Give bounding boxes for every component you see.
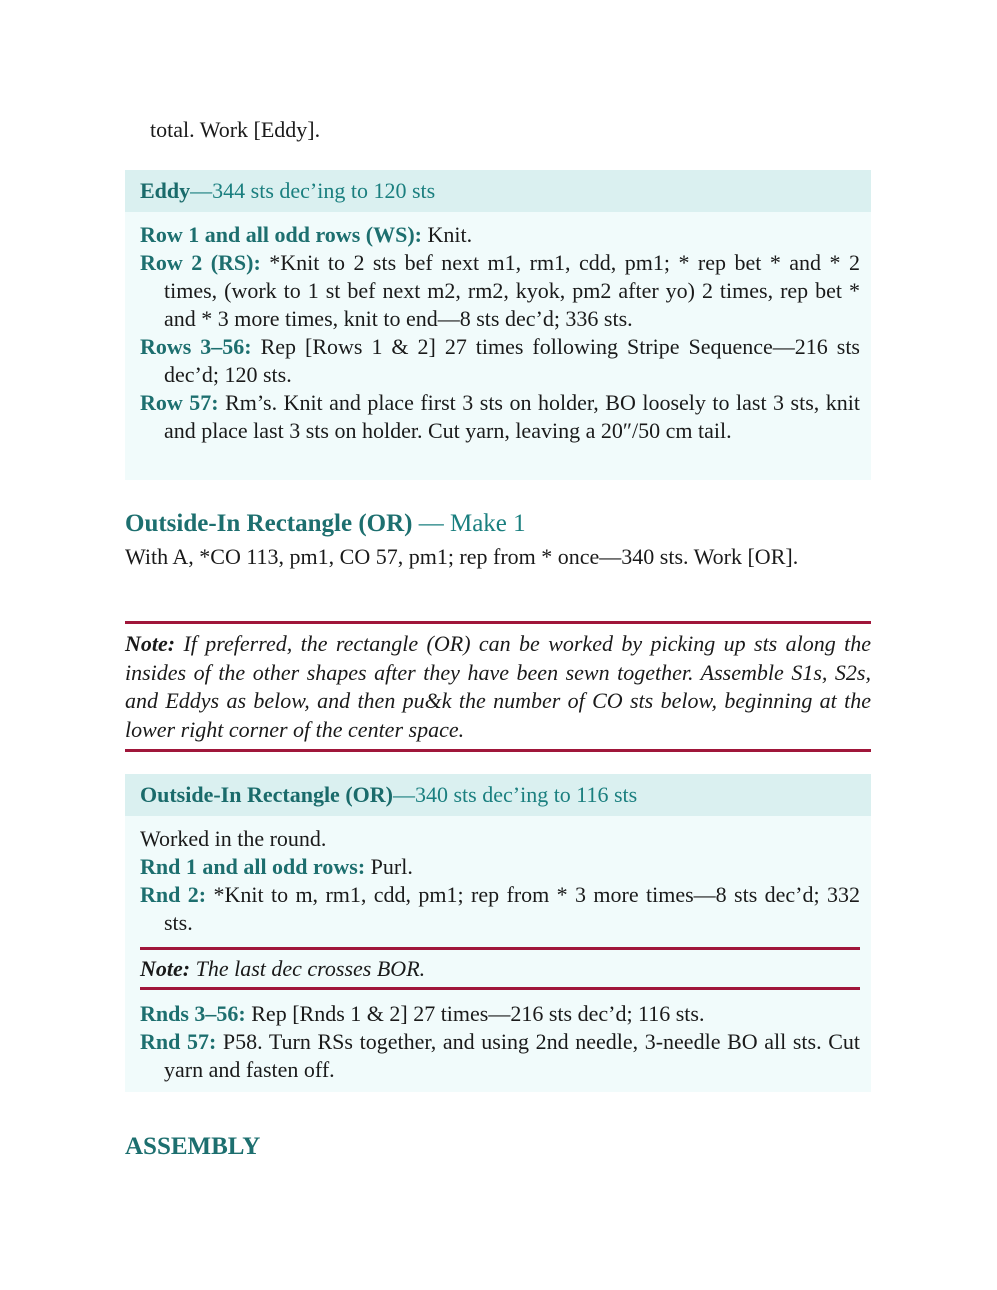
row-label: Row 57: [140, 390, 219, 415]
or-row-item [140, 1000, 860, 1028]
eddy-box [125, 170, 871, 480]
inner-note-text: The last dec crosses BOR. [190, 956, 426, 981]
eddy-row-item [140, 221, 860, 249]
row-text: Rep [Rnds 1 & 2] 27 times—216 sts dec’d; 116 sts. [245, 1001, 705, 1026]
lead-text: total. Work [Eddy]. [150, 117, 321, 142]
row-label: Row 1 and all odd rows (WS): [140, 222, 422, 247]
note-label: Note: [125, 631, 176, 656]
eddy-box-title [125, 170, 871, 212]
inner-note [140, 947, 860, 990]
eddy-box-body [125, 212, 871, 453]
eddy-title-bold: Eddy [140, 178, 191, 203]
eddy-row-item [140, 333, 860, 389]
or-row-item [140, 1028, 860, 1084]
row-label: Rnds 3–56: [140, 1001, 246, 1026]
row-text: Rm’s. Knit and place first 3 sts on holder, BO loosely to last 3 sts, knit and place last 3 sts on holder. Cut yarn, leaving a 20″/50 cm tail. [164, 390, 860, 443]
row-label: Rnd 1 and all odd rows: [140, 854, 366, 879]
note-text: If preferred, the rectangle (OR) can be worked by picking up sts along the insides of the other shapes after they have been sewn together. Assemble S1s, S2s, and Eddys as below, and then pu&k the number of CO sts below, beginning at the lower right corner of the center space. [125, 631, 871, 742]
or-box-body [125, 816, 871, 1092]
eddy-title-rest: —344 sts dec’ing to 120 sts [190, 178, 436, 203]
assembly-heading: ASSEMBLY [125, 1133, 261, 1160]
row-text: *Knit to 2 sts bef next m1, rm1, cdd, pm1; * rep bet * and * 2 times, (work to 1 st bef next m2, rm2, kyok, pm2 after yo) 2 times, rep bet * and * 3 more times, knit to end—8 sts dec’d; 336 sts. [164, 250, 860, 331]
note-box [125, 621, 871, 752]
row-label: Rnd 57: [140, 1029, 217, 1054]
or-row-item [140, 881, 860, 937]
or-intro: Worked in the round. [140, 826, 327, 851]
row-text: Rep [Rows 1 & 2] 27 times following Stripe Sequence—216 sts dec’d; 120 sts. [164, 334, 860, 387]
or-instruction: With A, *CO 113, pm1, CO 57, pm1; rep from * once—340 sts. Work [OR]. [125, 544, 799, 569]
or-heading-rest: — Make 1 [412, 510, 526, 537]
or-heading-bold: Outside-In Rectangle (OR) [125, 510, 413, 537]
or-heading [125, 510, 526, 538]
row-text: Purl. [365, 854, 413, 879]
row-label: Row 2 (RS): [140, 250, 261, 275]
eddy-row-item [140, 389, 860, 445]
row-label: Rnd 2: [140, 882, 207, 907]
or-title-bold: Outside-In Rectangle (OR) [140, 782, 393, 807]
eddy-row-item [140, 249, 860, 333]
row-label: Rows 3–56: [140, 334, 252, 359]
or-box-title [125, 774, 871, 816]
row-text: P58. Turn RSs together, and using 2nd needle, 3-needle BO all sts. Cut yarn and fasten off. [164, 1029, 860, 1082]
inner-note-label: Note: [140, 956, 191, 981]
or-box [125, 774, 871, 1092]
or-title-rest: —340 sts dec’ing to 116 sts [392, 782, 638, 807]
row-text: Knit. [421, 222, 473, 247]
row-text: *Knit to m, rm1, cdd, pm1; rep from * 3 more times—8 sts dec’d; 332 sts. [164, 882, 860, 935]
or-row-item [140, 853, 860, 881]
